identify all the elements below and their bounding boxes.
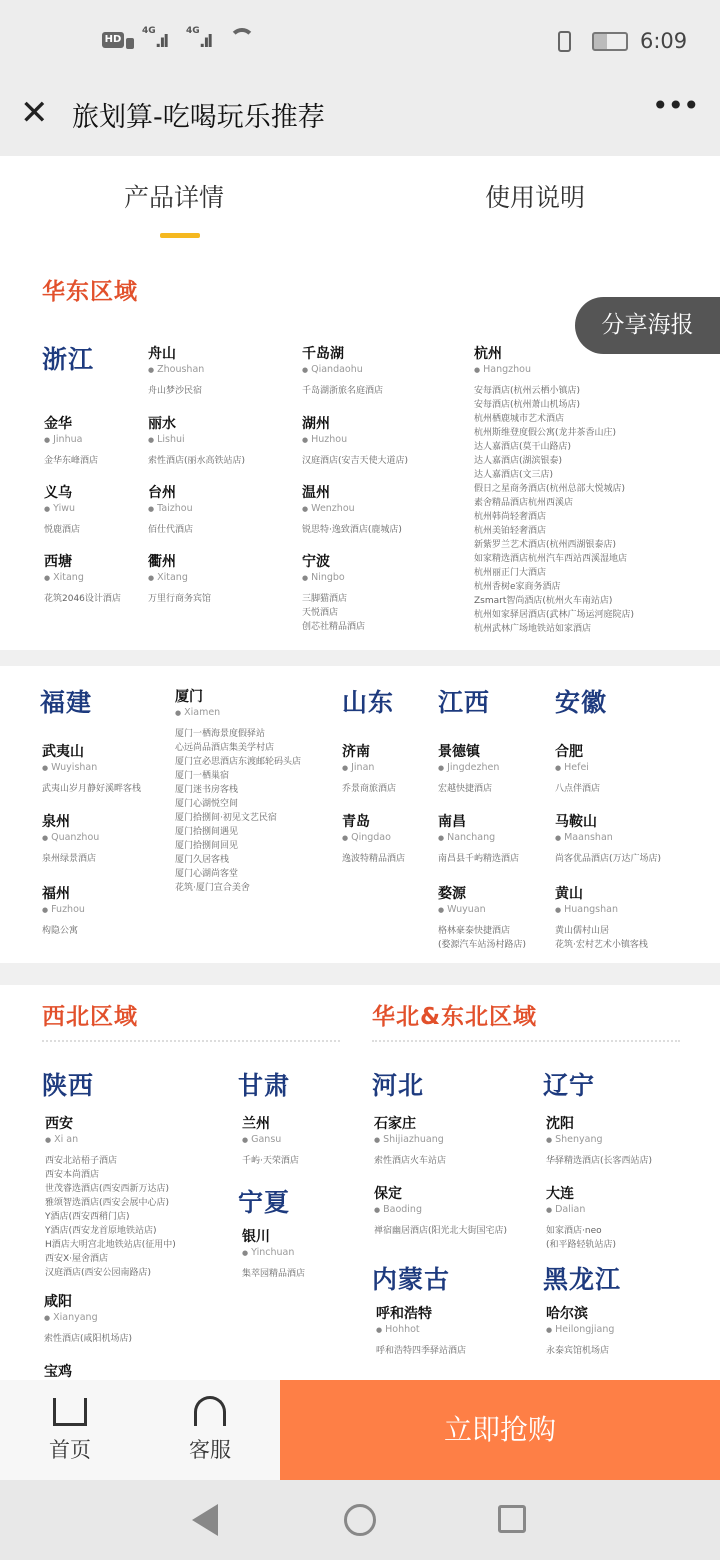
hotel-name: 达人嘉酒店(湖滨银泰) bbox=[474, 456, 563, 466]
hotel-name: H酒店大明宫北地铁站店(征用中) bbox=[45, 1240, 176, 1250]
signal-bars-icon: .ıl bbox=[155, 32, 168, 52]
hotel-name: 集萃园精品酒店 bbox=[242, 1269, 306, 1279]
hotel-name: (婺源汽车站汤村路店) bbox=[438, 940, 527, 950]
hotel-name: 金华东峰酒店 bbox=[44, 456, 99, 466]
city-name: 宝鸡 bbox=[44, 1364, 72, 1380]
province-label: 福建 bbox=[40, 688, 93, 717]
city-name: 厦门 bbox=[175, 689, 203, 705]
city-pinyin: ● Dalian bbox=[546, 1203, 720, 1217]
hotel-name: 创芯社精品酒店 bbox=[302, 622, 366, 632]
hotel-name: 厦门一栖巢宿 bbox=[175, 771, 230, 781]
city-block bbox=[546, 1185, 720, 1252]
hotel-name: 黄山儒村山居 bbox=[555, 926, 610, 936]
more-icon[interactable]: ••• bbox=[652, 89, 699, 122]
title-bar bbox=[0, 75, 720, 156]
city-pinyin: ● Hefei bbox=[555, 761, 720, 775]
city-name: 福州 bbox=[42, 886, 70, 902]
city-block bbox=[302, 484, 492, 537]
city-name: 济南 bbox=[342, 744, 370, 760]
city-name: 温州 bbox=[302, 485, 330, 501]
city-pinyin: ● Baoding bbox=[374, 1203, 564, 1217]
hotel-name: Zsmart智尚酒店(杭州火车南站店) bbox=[474, 596, 613, 606]
hotel-name: (和平路轻轨站店) bbox=[546, 1240, 617, 1250]
hotel-name: 逸波特精品酒店 bbox=[342, 854, 406, 864]
province-label: 河北 bbox=[372, 1071, 425, 1100]
hotel-name: 如家酒店·neo bbox=[546, 1226, 602, 1236]
city-name: 哈尔滨 bbox=[546, 1306, 588, 1322]
hotel-name: 花筑·宏村艺术小镇客栈 bbox=[555, 940, 648, 950]
province-label: 浙江 bbox=[42, 345, 95, 374]
hotel-name: 汉庭酒店(西安公园南路店) bbox=[45, 1268, 152, 1278]
city-name: 义乌 bbox=[44, 485, 72, 501]
hd-icon: HD bbox=[102, 32, 124, 48]
hotel-name: 索性酒店(丽水高铁站店) bbox=[148, 456, 246, 466]
city-pinyin: ● Wuyishan bbox=[42, 761, 232, 775]
vibrate-icon bbox=[558, 31, 571, 52]
recents-icon[interactable] bbox=[498, 1505, 526, 1533]
hotel-name: 宏越快捷酒店 bbox=[438, 784, 493, 794]
hotel-name: 千岛湖浙旅名庭酒店 bbox=[302, 386, 384, 396]
city-pinyin: ● Xiamen bbox=[175, 706, 365, 720]
province-label: 山东 bbox=[342, 688, 395, 717]
city-block bbox=[374, 1115, 564, 1168]
hotel-name: 泉州绿景酒店 bbox=[42, 854, 97, 864]
city-block bbox=[42, 813, 232, 866]
hotel-name: 安每酒店(杭州萧山机场店) bbox=[474, 400, 581, 410]
hotel-name: 万里行商务宾馆 bbox=[148, 594, 212, 604]
hotel-name: 西安北站梧子酒店 bbox=[45, 1156, 118, 1166]
hotel-name: 素舍精品酒店杭州西溪店 bbox=[474, 498, 574, 508]
city-name: 杭州 bbox=[474, 346, 502, 362]
province-label: 辽宁 bbox=[543, 1071, 596, 1100]
city-pinyin: ● Qiandaohu bbox=[302, 363, 492, 377]
hotel-name: 永泰宾馆机场店 bbox=[546, 1346, 610, 1356]
city-pinyin: ● Jingdezhen bbox=[438, 761, 628, 775]
status-bar bbox=[0, 0, 720, 75]
region-title-east: 华东区域 bbox=[42, 279, 138, 305]
province-label: 内蒙古 bbox=[372, 1265, 451, 1294]
city-block bbox=[302, 415, 492, 468]
city-block bbox=[44, 1293, 234, 1346]
hotel-name: 杭州斯维登度假公寓(龙井茶香山庄) bbox=[474, 428, 617, 438]
hotel-name: 厦门一栖海景度假驿站 bbox=[175, 729, 266, 739]
signal-bars-icon: .ıl bbox=[199, 32, 212, 52]
bottom-action-bar bbox=[0, 1380, 720, 1480]
hotel-name: 舟山梦沙民宿 bbox=[148, 386, 203, 396]
city-block bbox=[374, 1185, 564, 1238]
hotel-name: 杭州美铂轻奢酒店 bbox=[474, 526, 547, 536]
province-label: 甘肃 bbox=[238, 1071, 291, 1100]
hotel-name: 禅宿幽居酒店(阳光北大街国宅店) bbox=[374, 1226, 508, 1236]
city-block bbox=[546, 1305, 720, 1358]
hotel-name: 汉庭酒店(安吉天使大道店) bbox=[302, 456, 409, 466]
city-pinyin: ● Shijiazhuang bbox=[374, 1133, 564, 1147]
section-divider bbox=[0, 963, 720, 985]
hotel-name: 厦门拾捌间遇见 bbox=[175, 827, 239, 837]
dotted-divider bbox=[372, 1040, 680, 1042]
city-block bbox=[555, 885, 720, 952]
sim1-icon bbox=[126, 38, 134, 49]
city-pinyin: ● Wuyuan bbox=[438, 903, 628, 917]
city-pinyin: ● Heilongjiang bbox=[546, 1323, 720, 1337]
region-title-north-northeast: 华北&东北区域 bbox=[372, 1004, 538, 1030]
city-pinyin: ● Xianyang bbox=[44, 1311, 234, 1325]
city-pinyin: ● Xi an bbox=[45, 1133, 235, 1147]
hotel-name: 厦门心湖尚客堂 bbox=[175, 869, 239, 879]
city-name: 婺源 bbox=[438, 886, 466, 902]
city-pinyin: ● Taizhou bbox=[148, 502, 338, 516]
hotel-name: 厦门心湖悦空间 bbox=[175, 799, 239, 809]
home-label: 首页 bbox=[49, 1438, 91, 1462]
hotel-name: 西安X·屋舍酒店 bbox=[45, 1254, 109, 1264]
hotel-name: 杭州武林广场地铁站如家酒店 bbox=[474, 624, 592, 634]
city-name: 金华 bbox=[44, 416, 72, 432]
hotel-name: 八点伴酒店 bbox=[555, 784, 601, 794]
hotel-name: 乔景商旅酒店 bbox=[342, 784, 397, 794]
hotel-name: 天悦酒店 bbox=[302, 608, 339, 618]
hotel-name: 杭州香树e家商务酒店 bbox=[474, 582, 561, 592]
city-pinyin: ● Xitang bbox=[44, 571, 234, 585]
city-pinyin: ● Xitang bbox=[148, 571, 338, 585]
hotel-name: 厦门拾捌间回见 bbox=[175, 841, 239, 851]
city-pinyin: ● Lishui bbox=[148, 433, 338, 447]
city-block bbox=[42, 885, 232, 938]
city-name: 景德镇 bbox=[438, 744, 480, 760]
hotel-name: 厦门迷书房客栈 bbox=[175, 785, 239, 795]
hotel-name: 雅颂智选酒店(西安会展中心店) bbox=[45, 1198, 170, 1208]
city-pinyin: ● Huzhou bbox=[302, 433, 492, 447]
hotel-name: 花筑2046设计酒店 bbox=[44, 594, 121, 604]
city-block bbox=[42, 743, 232, 796]
city-name: 青岛 bbox=[342, 814, 370, 830]
hotel-name: 新紫罗兰艺术酒店(杭州西湖银泰店) bbox=[474, 540, 617, 550]
hotel-name: 心远尚品酒店集美学村店 bbox=[175, 743, 275, 753]
city-pinyin: ● Wenzhou bbox=[302, 502, 492, 516]
home-icon bbox=[53, 1398, 87, 1426]
hotel-name: 假日之星商务酒店(杭州总部大悦城店) bbox=[474, 484, 626, 494]
hotel-name: 厦门久居客栈 bbox=[175, 855, 230, 865]
city-block bbox=[45, 1115, 235, 1280]
city-name: 南昌 bbox=[438, 814, 466, 830]
city-pinyin: ● Jinhua bbox=[44, 433, 234, 447]
hotel-name: 三脚猫酒店 bbox=[302, 594, 348, 604]
city-pinyin: ● Jinan bbox=[342, 761, 532, 775]
city-pinyin: ● Qingdao bbox=[342, 831, 532, 845]
city-block bbox=[44, 1363, 234, 1380]
city-name: 呼和浩特 bbox=[376, 1306, 432, 1322]
city-pinyin: ● Hangzhou bbox=[474, 363, 664, 377]
city-pinyin: ● Huangshan bbox=[555, 903, 720, 917]
region-title-northwest: 西北区域 bbox=[42, 1004, 138, 1030]
city-block bbox=[555, 813, 720, 866]
city-name: 银川 bbox=[242, 1229, 270, 1245]
dotted-divider bbox=[42, 1040, 340, 1042]
hotel-name: 南昌县千屿精选酒店 bbox=[438, 854, 520, 864]
city-pinyin: ● Shenyang bbox=[546, 1133, 720, 1147]
buy-now-button[interactable]: 立即抢购 bbox=[280, 1380, 720, 1480]
city-pinyin: ● Fuzhou bbox=[42, 903, 232, 917]
province-label: 陕西 bbox=[42, 1071, 95, 1100]
city-name: 千岛湖 bbox=[302, 346, 344, 362]
hotel-name: Y酒店(西安西稍门店) bbox=[45, 1212, 130, 1222]
city-name: 台州 bbox=[148, 485, 176, 501]
city-name: 宁波 bbox=[302, 554, 330, 570]
city-pinyin: ● Yiwu bbox=[44, 502, 234, 516]
home-button[interactable] bbox=[0, 1380, 140, 1480]
city-name: 西塘 bbox=[44, 554, 72, 570]
hotel-name: 武夷山岁月静好溪畔客栈 bbox=[42, 784, 142, 794]
city-name: 沈阳 bbox=[546, 1116, 574, 1132]
hotel-name: Y酒店(西安龙首原地铁站店) bbox=[45, 1226, 157, 1236]
city-block bbox=[546, 1115, 720, 1168]
hotel-name: 安每酒店(杭州云栖小镇店) bbox=[474, 386, 581, 396]
city-pinyin: ● Ningbo bbox=[302, 571, 492, 585]
hotel-name: 世茂睿选酒店(西安西新万达店) bbox=[45, 1184, 170, 1194]
hotel-name: 佰仕代酒店 bbox=[148, 525, 194, 535]
wifi-icon bbox=[229, 28, 255, 54]
city-pinyin: ● Nanchang bbox=[438, 831, 628, 845]
province-label: 宁夏 bbox=[238, 1188, 291, 1217]
city-name: 保定 bbox=[374, 1186, 402, 1202]
city-name: 咸阳 bbox=[44, 1294, 72, 1310]
city-name: 泉州 bbox=[42, 814, 70, 830]
hotel-name: 达人嘉酒店(文三店) bbox=[474, 470, 554, 480]
battery-charging-icon bbox=[592, 32, 628, 51]
city-name: 衢州 bbox=[148, 554, 176, 570]
hotel-name: 悦鹿酒店 bbox=[44, 525, 81, 535]
province-label: 江西 bbox=[438, 688, 491, 717]
hotel-name: 呼和浩特四季驿站酒店 bbox=[376, 1346, 467, 1356]
city-pinyin: ● Quanzhou bbox=[42, 831, 232, 845]
signal-4g-icon: 4G bbox=[142, 26, 156, 36]
signal-4g-icon: 4G bbox=[186, 26, 200, 36]
city-pinyin: ● Zhoushan bbox=[148, 363, 338, 377]
hotel-name: 索性酒店火车站店 bbox=[374, 1156, 447, 1166]
hotel-name: 尚客优品酒店(万达广场店) bbox=[555, 854, 662, 864]
city-block bbox=[302, 345, 492, 398]
city-pinyin: ● Gansu bbox=[242, 1133, 432, 1147]
hotel-name: 千屿·天荣酒店 bbox=[242, 1156, 299, 1166]
city-name: 合肥 bbox=[555, 744, 583, 760]
province-label: 安徽 bbox=[555, 688, 608, 717]
city-name: 石家庄 bbox=[374, 1116, 416, 1132]
system-nav-bar bbox=[0, 1480, 720, 1560]
headset-icon bbox=[194, 1396, 226, 1426]
active-tab-indicator bbox=[160, 233, 200, 238]
hotel-name: 杭州韩尚轻奢酒店 bbox=[474, 512, 547, 522]
share-poster-button[interactable]: 分享海报 bbox=[575, 297, 720, 354]
city-block bbox=[474, 345, 664, 636]
page-title: 旅划算-吃喝玩乐推荐 bbox=[72, 102, 325, 133]
province-label: 黑龙江 bbox=[543, 1265, 622, 1294]
hotel-name: 格林豪泰快捷酒店 bbox=[438, 926, 511, 936]
city-block bbox=[555, 743, 720, 796]
service-label: 客服 bbox=[189, 1438, 231, 1462]
clock: 6:09 bbox=[640, 29, 688, 53]
hotel-name: 索性酒店(咸阳机场店) bbox=[44, 1334, 133, 1344]
hotel-name: 锐思特·逸致酒店(鹿城店) bbox=[302, 525, 402, 535]
city-pinyin: ● Maanshan bbox=[555, 831, 720, 845]
hotel-name: 厦门拾捌间·初见文艺民宿 bbox=[175, 813, 277, 823]
hotel-name: 如家精选酒店杭州汽车西站西溪湿地店 bbox=[474, 554, 628, 564]
section-divider bbox=[0, 650, 720, 666]
city-name: 武夷山 bbox=[42, 744, 84, 760]
back-icon[interactable] bbox=[192, 1504, 218, 1536]
tab-product-details[interactable]: 产品详情 bbox=[124, 183, 225, 212]
customer-service-button[interactable] bbox=[140, 1380, 280, 1480]
city-name: 湖州 bbox=[302, 416, 330, 432]
hotel-name: 杭州栖鹿城市艺术酒店 bbox=[474, 414, 565, 424]
hotel-name: 花筑·厦门宣合美舍 bbox=[175, 883, 250, 893]
home-circle-icon[interactable] bbox=[344, 1504, 376, 1536]
tab-bar bbox=[0, 156, 720, 246]
city-name: 黄山 bbox=[555, 886, 583, 902]
city-pinyin: ● Yinchuan bbox=[242, 1246, 432, 1260]
hotel-name: 达人嘉酒店(莫干山路店) bbox=[474, 442, 572, 452]
hotel-name: 杭州如家驿居酒店(武林广场运河庭院店) bbox=[474, 610, 635, 620]
hotel-name: 华驿精选酒店(长客西站店) bbox=[546, 1156, 653, 1166]
hotel-name: 构隐公寓 bbox=[42, 926, 79, 936]
tab-usage-instructions[interactable]: 使用说明 bbox=[485, 183, 586, 212]
city-name: 舟山 bbox=[148, 346, 176, 362]
city-name: 兰州 bbox=[242, 1116, 270, 1132]
city-name: 大连 bbox=[546, 1186, 574, 1202]
city-pinyin: ● Hohhot bbox=[376, 1323, 566, 1337]
city-name: 马鞍山 bbox=[555, 814, 597, 830]
city-block bbox=[302, 553, 492, 634]
city-block bbox=[376, 1305, 566, 1358]
city-name: 西安 bbox=[45, 1116, 73, 1132]
hotel-list-poster bbox=[0, 246, 720, 1380]
hotel-name: 西安本尚酒店 bbox=[45, 1170, 100, 1180]
hotel-name: 厦门宣必思酒店东渡邮轮码头店 bbox=[175, 757, 302, 767]
city-name: 丽水 bbox=[148, 416, 176, 432]
close-icon[interactable]: ✕ bbox=[20, 93, 49, 133]
hotel-name: 杭州丽正门大酒店 bbox=[474, 568, 547, 578]
